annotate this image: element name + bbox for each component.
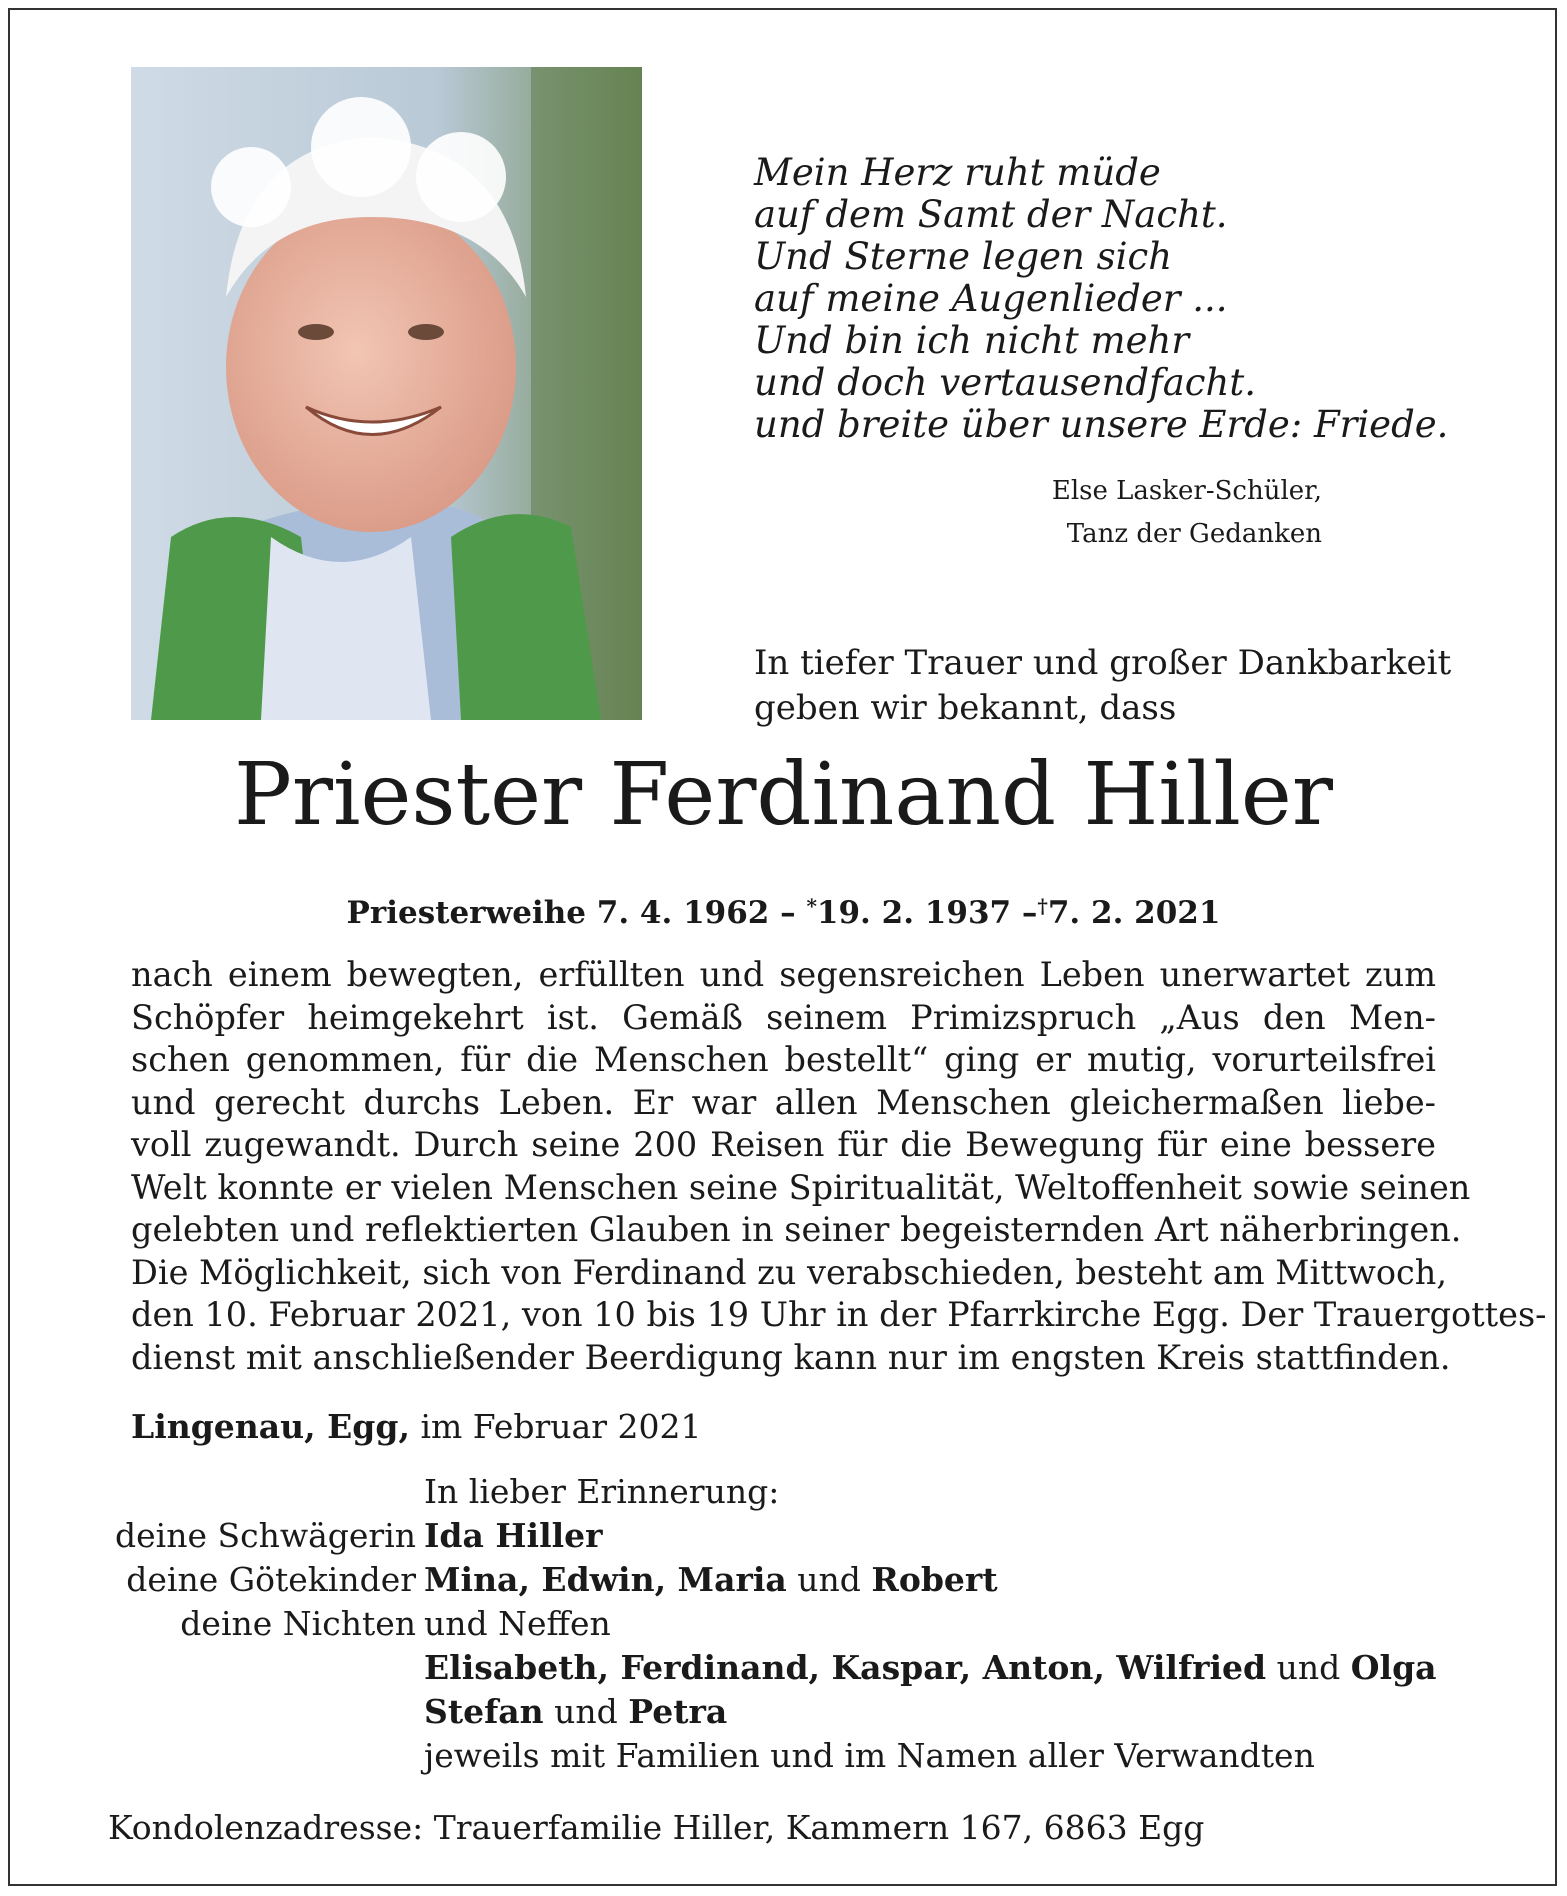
mourner-row <box>180 1602 1437 1646</box>
text-line: Welt konnte er vielen Menschen seine Spiritualität, Weltoffenheit sowie seinen <box>131 1167 1471 1207</box>
relation-label: deine Götekinder <box>126 1560 416 1599</box>
poem-source: Tanz der Gedanken <box>1066 519 1322 549</box>
mourner-row <box>126 1558 1437 1602</box>
death-symbol: † <box>1037 894 1048 918</box>
ordination-label: Priesterweihe <box>346 895 586 931</box>
deceased-name: Priester Ferdinand Hiller <box>234 745 1333 845</box>
portrait-image <box>131 67 642 720</box>
mourner-name: Stefan <box>424 1692 544 1731</box>
mourner-row <box>424 1646 1437 1690</box>
mourners-heading: In lieber Erinnerung: <box>424 1472 780 1511</box>
mourner-name: Olga <box>1350 1648 1437 1687</box>
mourner-name: Ida Hiller <box>424 1516 603 1555</box>
poem-author: Else Lasker-Schüler, <box>1051 476 1322 506</box>
date-separator: – <box>1021 895 1038 931</box>
life-dates <box>0 884 1567 935</box>
text-line: voll zugewandt. Durch seine 200 Reisen für die Bewegung für eine bessere <box>131 1125 1436 1164</box>
conjunction: und <box>797 1560 861 1599</box>
text-line: gelebten und reflektierten Glauben in seiner begeisternden Art näherbringen. <box>131 1210 1462 1249</box>
place-and-date <box>131 1405 701 1449</box>
poem-line: Mein Herz ruht müde <box>754 151 1161 194</box>
ordination-date: 7. 4. 1962 <box>596 895 770 931</box>
mourner-name: Elisabeth, Ferdinand, Kaspar, Anton, Wilfried <box>424 1648 1267 1687</box>
poem-line: Und Sterne legen sich <box>754 235 1173 278</box>
mourner-name: Robert <box>871 1560 998 1599</box>
birth-date: 19. 2. 1937 <box>816 895 1012 931</box>
portrait-photo <box>131 67 642 720</box>
poem-line: und doch vertausendfacht. <box>754 361 1256 404</box>
mourner-row <box>115 1514 1437 1558</box>
obituary-text <box>131 954 1547 1379</box>
condolence-address: Kondolenzadresse: Trauerfamilie Hiller, Kammern 167, 6863 Egg <box>108 1808 1205 1847</box>
mourner-row <box>424 1690 1437 1734</box>
mourner-name: Petra <box>628 1692 728 1731</box>
relation-label: und Neffen <box>424 1604 611 1643</box>
poem-line: auf dem Samt der Nacht. <box>754 193 1228 236</box>
text-line: dienst mit anschließender Beerdigung kann nur im engsten Kreis stattfinden. <box>131 1337 1451 1377</box>
mourners-list <box>115 1470 1437 1778</box>
poem-attribution <box>1052 470 1322 556</box>
intro-line: In tiefer Trauer und großer Dankbarkeit <box>754 643 1452 683</box>
text-line: nach einem bewegten, erfüllten und segensreichen Leben unerwartet zum <box>131 955 1436 994</box>
text-line: schen genommen, für die Menschen bestellt“ ging er mutig, vorurteilsfrei <box>131 1040 1436 1079</box>
text-line: und gerecht durchs Leben. Er war allen Menschen gleichermaßen liebe- <box>131 1082 1436 1122</box>
death-date: 7. 2. 2021 <box>1047 895 1221 931</box>
conjunction: und <box>1276 1648 1341 1687</box>
intro-line: geben wir bekannt, dass <box>754 688 1177 728</box>
place-locations: Lingenau, Egg, <box>131 1407 410 1446</box>
mourner-name: Mina, Edwin, Maria <box>424 1560 787 1599</box>
birth-symbol: * <box>806 894 817 918</box>
text-line: Die Möglichkeit, sich von Ferdinand zu verabschieden, besteht am Mittwoch, <box>131 1252 1448 1292</box>
text-line: den 10. Februar 2021, von 10 bis 19 Uhr in der Pfarrkirche Egg. Der Trauergottes- <box>131 1295 1547 1334</box>
relation-label: deine Nichten <box>180 1604 416 1643</box>
poem-line: und breite über unsere Erde: Friede. <box>754 403 1449 446</box>
announcement-date: im Februar 2021 <box>420 1407 702 1446</box>
mourners-closing: jeweils mit Familien und im Namen aller Verwandten <box>424 1736 1315 1775</box>
conjunction: und <box>554 1692 618 1731</box>
date-separator: – <box>780 895 796 931</box>
relation-label: deine Schwägerin <box>115 1516 416 1555</box>
announcement-intro <box>754 641 1451 731</box>
text-line: Schöpfer heimgekehrt ist. Gemäß seinem Primizspruch „Aus den Men- <box>131 997 1436 1037</box>
poem-line: auf meine Augenlieder ... <box>754 277 1228 320</box>
poem-line: Und bin ich nicht mehr <box>754 319 1190 362</box>
poem <box>754 152 1448 446</box>
